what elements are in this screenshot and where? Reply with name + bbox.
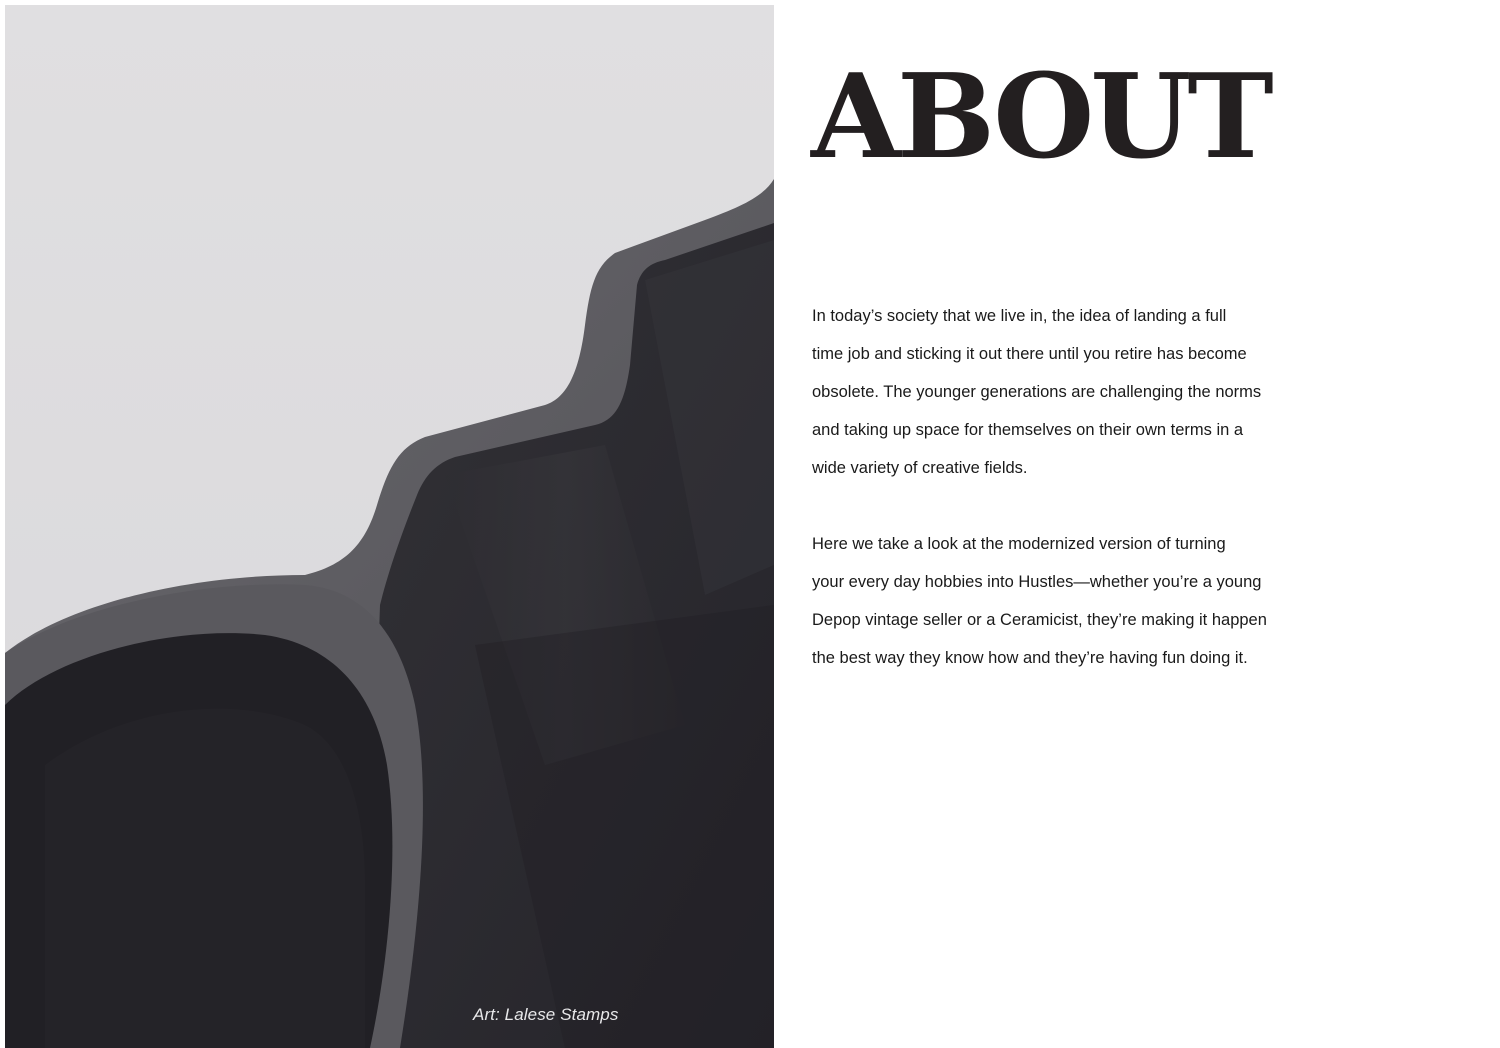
paragraph-2-line-2: your every day hobbies into Hustles—whether you’re a young [812, 573, 1262, 591]
page-title: ABOUT [811, 49, 1270, 185]
article-body [812, 297, 1332, 677]
paragraph-1-line-1: In today’s society that we live in, the idea of landing a full [812, 307, 1227, 325]
paragraph-2-line-3: Depop vintage seller or a Ceramicist, they’re making it happen [812, 611, 1267, 629]
paragraph-gap [812, 487, 1332, 525]
paragraph-1-line-2: time job and sticking it out there until you retire has become [812, 345, 1247, 363]
bowl-inner-shade [45, 709, 365, 1048]
paragraph-1-line-3: obsolete. The younger generations are challenging the norms [812, 383, 1262, 401]
ceramic-vase-image [5, 5, 774, 1048]
ceramic-vase-photo [5, 5, 774, 1048]
image-caption: Art: Lalese Stamps [473, 1005, 619, 1024]
paragraph-1-line-4: and taking up space for themselves on their own terms in a [812, 421, 1244, 439]
paragraph-2-line-4: the best way they know how and they’re having fun doing it. [812, 649, 1248, 667]
paragraph-1-line-5: wide variety of creative fields. [812, 459, 1028, 477]
paragraph-2-line-1: Here we take a look at the modernized version of turning [812, 535, 1226, 553]
